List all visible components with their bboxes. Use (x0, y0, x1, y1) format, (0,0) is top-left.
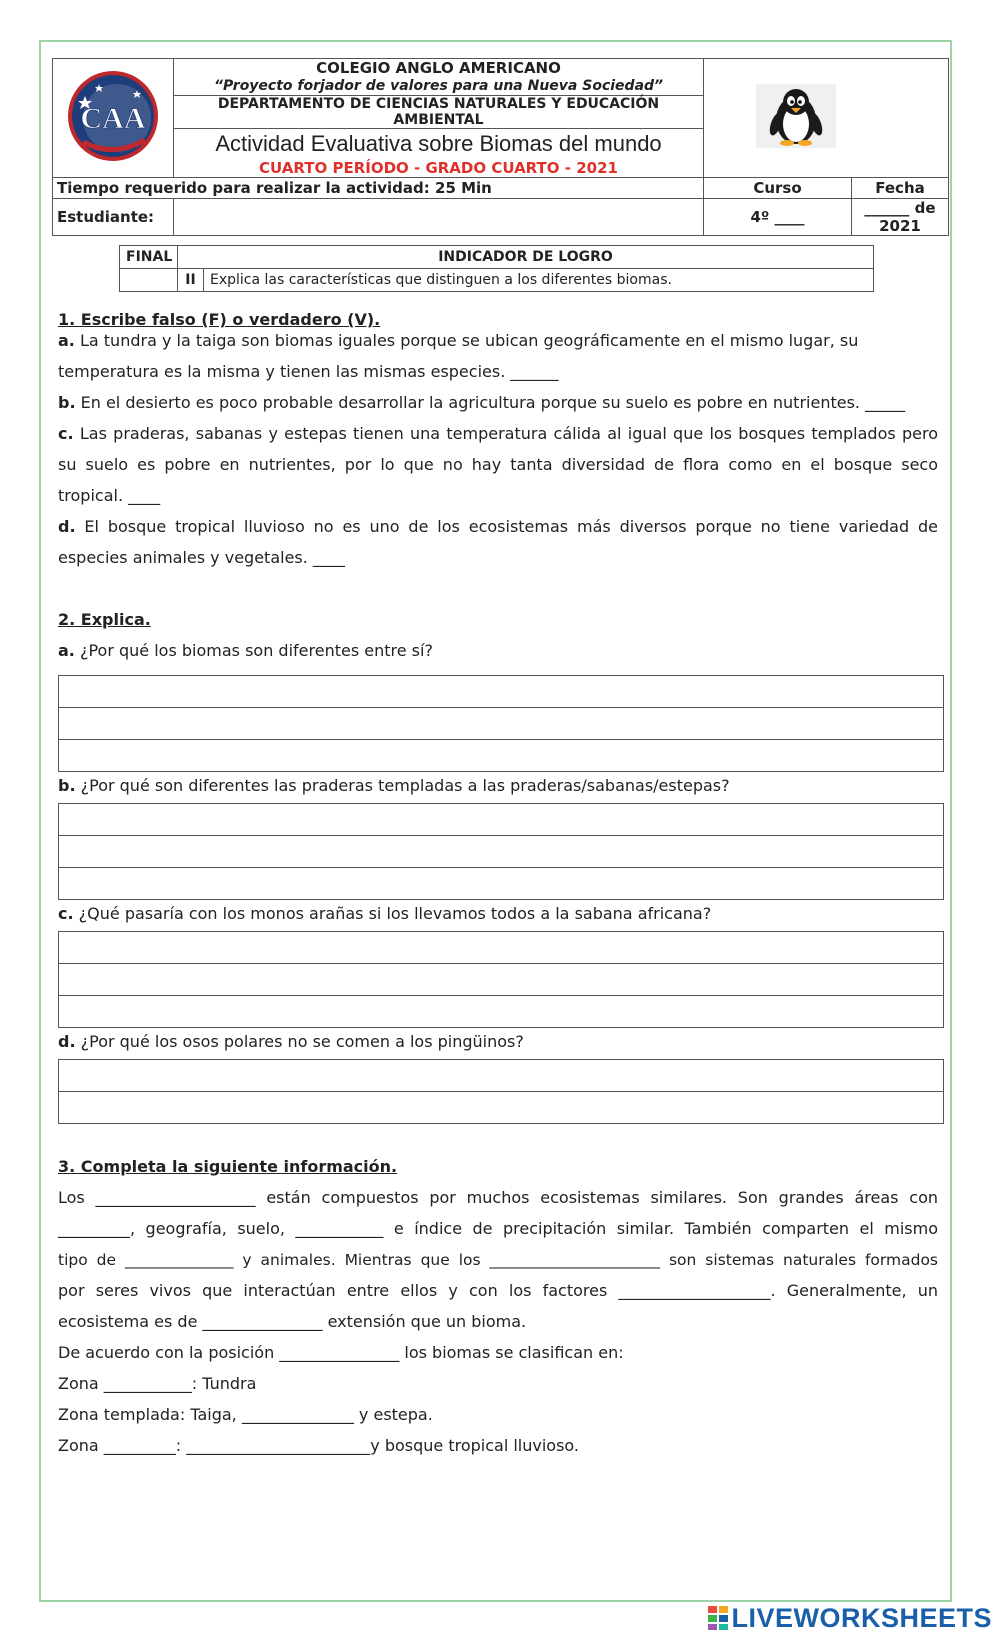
s2-a-question: a. ¿Por qué los biomas son diferentes entre sí? (58, 641, 433, 660)
indicator-final-header: FINAL (120, 246, 178, 269)
section2-title: 2. Explica. (58, 610, 151, 629)
section1-title: 1. Escribe falso (F) o verdadero (V). (58, 310, 381, 329)
s3-line2[interactable]: _________, geografía, suelo, ___________ e índice de precipitación similar. También comparten el mismo (58, 1219, 938, 1238)
activity-title: Actividad Evaluativa sobre Biomas del mundo (174, 129, 704, 160)
school-logo (65, 68, 161, 164)
s1-d-line1: d. El bosque tropical lluvioso no es uno de los ecosistemas más diversos porque no tiene variedad de (58, 517, 938, 536)
s2-b-question: b. ¿Por qué son diferentes las praderas templadas a las praderas/sabanas/estepas? (58, 776, 730, 795)
s1-c-line3[interactable]: tropical. ____ (58, 486, 161, 505)
s2-a-answer-box[interactable] (58, 675, 944, 772)
s2-d-answer-box[interactable] (58, 1059, 944, 1124)
indicator-table (119, 245, 874, 292)
indicator-final-cell (120, 269, 178, 292)
school-motto: “Proyecto forjador de valores para una Nueva Sociedad” (174, 77, 704, 96)
header-table (52, 58, 949, 236)
s3-line3[interactable]: tipo de ______________ y animales. Mientras que los ______________________ son sistemas naturales formados (58, 1251, 938, 1269)
s1-c-line1: c. Las praderas, sabanas y estepas tienen una temperatura cálida al igual que los bosques templados pero (58, 424, 939, 443)
school-logo-cell (53, 59, 174, 178)
student-name-field[interactable] (174, 199, 704, 236)
s1-d-line2[interactable]: especies animales y vegetales. ____ (58, 548, 345, 567)
s3-line1[interactable]: Los ____________________ están compuestos por muchos ecosistemas similares. Son grandes áreas con (58, 1188, 938, 1207)
penguin-icon (756, 84, 836, 148)
s3-line4[interactable]: por seres vivos que interactúan entre ellos y con los factores ___________________. Generalmente, un (58, 1281, 938, 1300)
indicator-text: Explica las características que distinguen a los diferentes biomas. (204, 269, 874, 292)
s2-b-answer-box[interactable] (58, 803, 944, 900)
student-label: Estudiante: (53, 199, 174, 236)
s3-line8[interactable]: Zona templada: Taiga, ______________ y estepa. (58, 1405, 433, 1424)
svg-text:CAA: CAA (80, 102, 146, 135)
s3-line9[interactable]: Zona _________: _______________________y bosque tropical lluvioso. (58, 1436, 580, 1455)
s1-b-line1[interactable]: b. En el desierto es poco probable desarrollar la agricultura porque su suelo es pobre en nutrientes. _____ (58, 393, 906, 412)
school-name: COLEGIO ANGLO AMERICANO (174, 59, 704, 78)
liveworksheets-brand[interactable]: LIVEWORKSHEETS (708, 1603, 992, 1634)
department-name: DEPARTAMENTO DE CIENCIAS NATURALES Y EDUCACIÓN AMBIENTAL (174, 96, 704, 129)
s3-line7[interactable]: Zona ___________: Tundra (58, 1374, 257, 1393)
s1-c-line2: su suelo es pobre en nutrientes, por lo que no hay tanta diversidad de flora como en el bosque seco (58, 455, 938, 474)
mascot-cell (704, 59, 949, 178)
course-label: Curso (704, 178, 852, 199)
s3-line6[interactable]: De acuerdo con la posición _______________ los biomas se clasifican en: (58, 1343, 624, 1362)
time-required: Tiempo requerido para realizar la actividad: 25 Min (53, 178, 704, 199)
date-field[interactable]: ______ de 2021 (852, 199, 949, 236)
period-subtitle: CUARTO PERÍODO - GRADO CUARTO - 2021 (174, 159, 704, 178)
s3-line5[interactable]: ecosistema es de _______________ extensión que un bioma. (58, 1312, 527, 1331)
s2-d-question: d. ¿Por qué los osos polares no se comen a los pingüinos? (58, 1032, 524, 1051)
section3-title: 3. Completa la siguiente información. (58, 1157, 398, 1176)
s2-c-answer-box[interactable] (58, 931, 944, 1028)
s1-a-line2[interactable]: temperatura es la misma y tienen las mismas especies. ______ (58, 362, 559, 381)
s2-c-question: c. ¿Qué pasaría con los monos arañas si los llevamos todos a la sabana africana? (58, 904, 712, 923)
date-label: Fecha (852, 178, 949, 199)
course-field[interactable]: 4º ____ (704, 199, 852, 236)
indicator-period: II (178, 269, 204, 292)
s1-a-line1: a. La tundra y la taiga son biomas iguales porque se ubican geográficamente en el mismo lugar, su (58, 331, 859, 350)
indicator-header: INDICADOR DE LOGRO (178, 246, 874, 269)
liveworksheets-logo-icon (708, 1606, 728, 1630)
